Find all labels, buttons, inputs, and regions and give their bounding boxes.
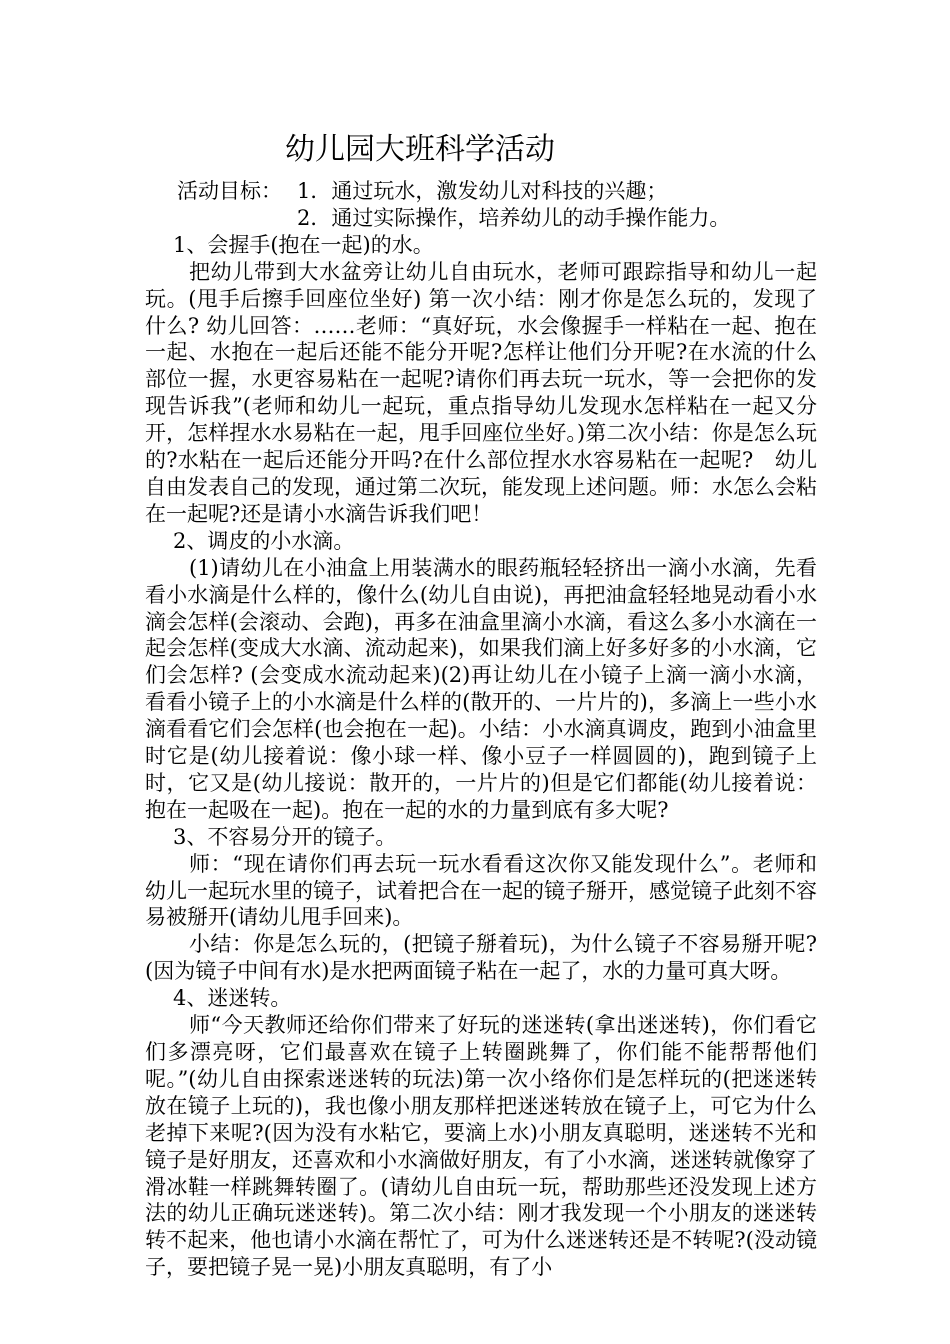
body-paragraph: (1)请幼儿在小油盒上用装满水的眼药瓶轻轻挤出一滴小水滴，先看看小水滴是什么样的，像什么(幼儿自由说)，再把油盒轻轻地晃动看小水滴会怎样(会滚动、会跑)，再多在油盒里滴小水滴，看这么多小水滴在一起会怎样(变成大水滴、流动起来)，如果我们滴上好多好多的小水滴，它们会怎样? (会变成水流动起来)(2)再让幼儿在小镜子上滴一滴小水滴，看看小镜子上的小水滴是什么样的(散开的、一片片的)，多滴上一些小水滴看看它们会怎样(也会抱在一起)。小结：小水滴真调皮，跑到小油盒里时它是(幼儿接着说：像小球一样、像小豆子一样圆圆的)，跑到镜子上时，它又是(幼儿接说：散开的，一片片的)但是它们都能(幼儿接着说：抱在一起吸在一起)。抱在一起的水的力量到底有多大呢? [145, 555, 817, 822]
goal-item: 2．通过实际操作，培养幼儿的动手操作能力。 [297, 205, 731, 230]
activity-goals [145, 178, 817, 232]
document-title: 幼儿园大班科学活动 [285, 132, 555, 167]
body-paragraph: 小结：你是怎么玩的，(把镜子掰着玩)，为什么镜子不容易掰开呢?(因为镜子中间有水)是水把两面镜子粘在一起了，水的力量可真大呀。 [145, 932, 817, 984]
section-heading: 3、不容易分开的镜子。 [173, 824, 397, 849]
body-paragraph: 师：“现在请你们再去玩一玩水看看这次你又能发现什么”。老师和幼儿一起玩水里的镜子，试着把合在一起的镜子掰开，感觉镜子此刻不容易被掰开(请幼儿甩手回来)。 [145, 851, 817, 930]
goals-label: 活动目标： [177, 179, 282, 203]
section-heading: 2、调皮的小水滴。 [173, 528, 355, 553]
goal-item: 1．通过玩水，激发幼儿对科技的兴趣； [297, 179, 668, 203]
document-page [145, 130, 817, 1281]
goals-list [297, 178, 730, 232]
body-paragraph: 师“今天教师还给你们带来了好玩的迷迷转(拿出迷迷转)，你们看它们多漂亮呀，它们最喜欢在镜子上转圈跳舞了，你们能不能帮帮他们呢。”(幼儿自由探索迷迷转的玩法)第一次小络你们是怎样玩的(把迷迷转放在镜子上玩的)，我也像小朋友那样把迷迷转放在镜子上，可它为什么老掉下来呢?(因为没有水粘它，要滴上水)小朋友真聪明，迷迷转不光和镜子是好朋友，还喜欢和小水滴做好朋友，有了小水滴，迷迷转就像穿了滑冰鞋一样跳舞转圈了。(请幼儿自由玩一玩，帮助那些还没发现上述方法的幼儿正确玩迷迷转)。第二次小结：刚才我发现一个小朋友的迷迷转转不起来，他也请小水滴在帮忙了，可为什么迷迷转还是不转呢?(没动镜子，要把镜子晃一晃)小朋友真聪明，有了小 [145, 1013, 817, 1280]
section-heading: 4、迷迷转。 [173, 986, 292, 1011]
body-paragraph: 把幼儿带到大水盆旁让幼儿自由玩水，老师可跟踪指导和幼儿一起玩。(甩手后擦手回座位坐好) 第一次小结：刚才你是怎么玩的，发现了什么? 幼儿回答：……老师：“真好玩，水会像握手一样粘在一起、抱在一起、水抱在一起后还能不能分开呢?怎样让他们分开呢?在水流的什么部位一握，水更容易粘在一起呢?请你们再去玩一玩水，等一会把你的发现告诉我”(老师和幼儿一起玩，重点指导幼儿发现水怎样粘在一起又分开，怎样捏水水易粘在一起，甩手回座位坐好。)第二次小结：你是怎么玩的?水粘在一起后还能分开吗?在什么部位捏水水容易粘在一起呢? 幼儿自由发表自己的发现，通过第二次玩，能发现上述问题。师：水怎么会粘在一起呢?还是请小水滴告诉我们吧！ [145, 259, 817, 526]
section-heading: 1、会握手(抱在一起)的水。 [173, 232, 434, 257]
